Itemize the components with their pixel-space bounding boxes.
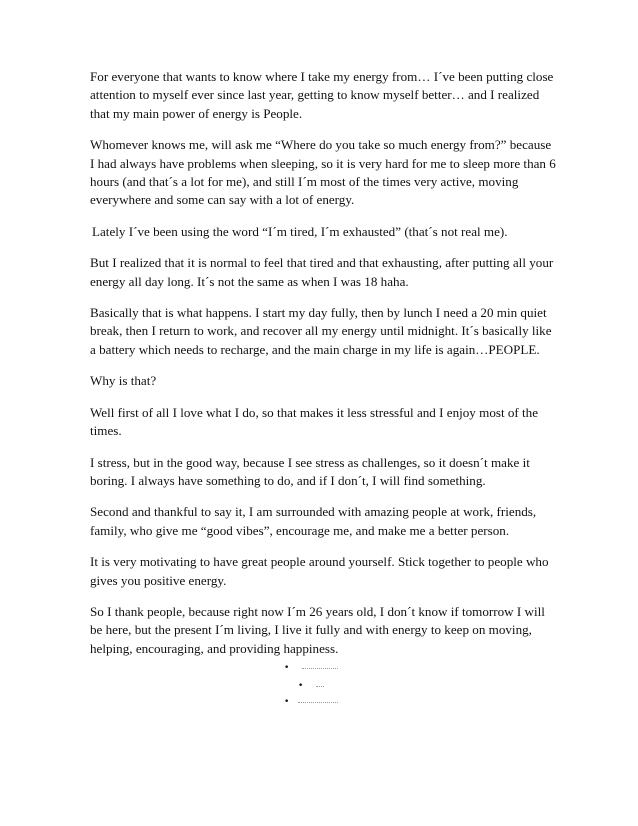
paragraph-energy-source: For everyone that wants to know where I take my energy from… I´ve been putting close attention to myself ever since last year, getting to know myself better… and I realized that my main power of energy is People. — [90, 69, 554, 121]
paragraph-good-stress: I stress, but in the good way, because I see stress as challenges, so it doesn´t make it boring. I always have something to do, and if I don´t, I will find something. — [90, 454, 530, 488]
paragraph-motivating: It is very motivating to have great people around yourself. Stick together to people who gives you positive energy. — [90, 554, 549, 588]
paragraph-why-question: Why is that? — [90, 373, 157, 389]
bullet-item — [298, 681, 324, 691]
paragraph-daily-routine: Basically that is what happens. I start my day fully, then by lunch I need a 20 min quiet break, then I return to work, and recover all my energy until midnight. It´s basically like a battery which needs to recharge, and the main charge in my life is again…PEOPLE. — [90, 305, 552, 357]
bullet-placeholder-line — [316, 686, 324, 687]
paragraph-tired: Lately I´ve been using the word “I´m tired, I´m exhausted” (that´s not real me). — [92, 223, 508, 239]
paragraph-love-work: Well first of all I love what I do, so that makes it less stressful and I enjoy most of the times. — [90, 404, 539, 439]
paragraph-surrounded-people: Second and thankful to say it, I am surrounded with amazing people at work, friends, family, who give me “good vibes”, encourage me, and make me a better person. — [90, 504, 537, 538]
bullet-dot: • — [298, 681, 304, 691]
bullet-dot: • — [284, 663, 290, 673]
paragraph-thank-people: So I thank people, because right now I´m 26 years old, I don´t know if tomorrow I will be here, but the present I´m living, I live it fully and with energy to keep on moving, helping, encouraging, and providing happiness. — [90, 603, 545, 656]
paragraph-normal-tired: But I realized that it is normal to feel that tired and that exhausting, after putting all your energy all day long. It´s not the same as when I was 18 haha. — [90, 255, 554, 289]
document-body — [90, 68, 558, 671]
bullet-item — [284, 697, 338, 707]
bullet-placeholder-line — [298, 702, 338, 703]
bullet-dot: • — [284, 697, 290, 707]
paragraph-where-energy: Whomever knows me, will ask me “Where do you take so much energy from?” because I had always have problems when sleeping, so it is very hard for me to sleep more than 6 hours (and that´s a lot for me), and still I´m most of the times very active, moving everywhere and some can say with a lot of energy. — [90, 137, 556, 208]
